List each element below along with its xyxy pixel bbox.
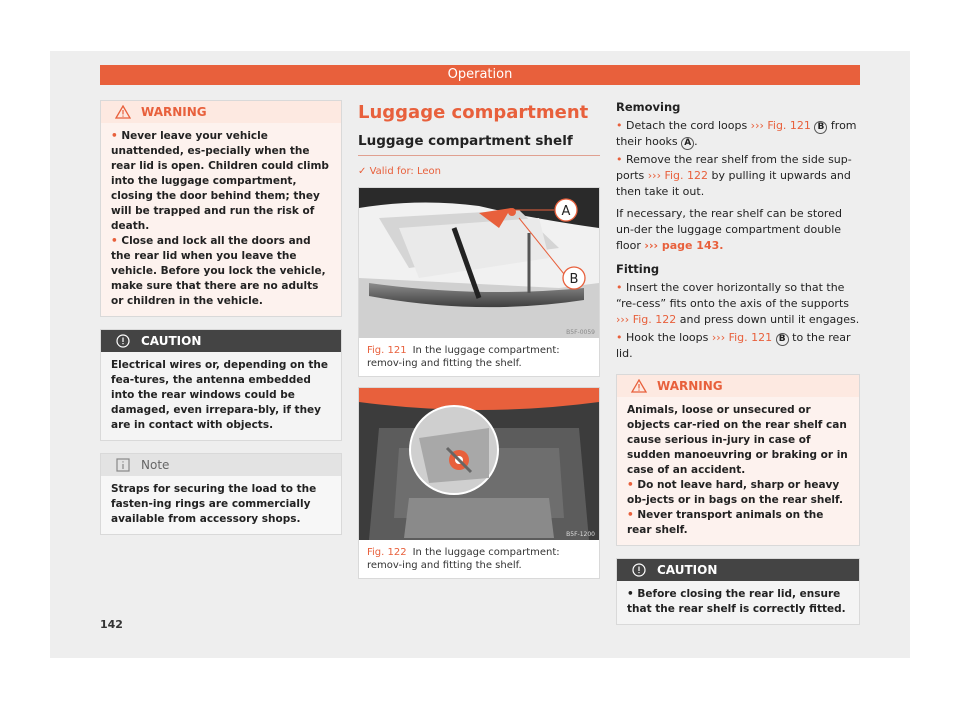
figure-caption: Fig. 122 In the luggage compartment: remov-ing and fitting the shelf.: [367, 547, 560, 571]
caution-circle-icon: [631, 563, 647, 577]
warning-triangle-icon: [115, 105, 131, 119]
warning-box: [616, 374, 860, 546]
caution-box: [100, 329, 342, 441]
caution-box: [616, 558, 860, 625]
marker-b: B: [776, 333, 789, 346]
caution-title: CAUTION: [657, 563, 718, 577]
caution-text: Electrical wires or, depending on the fea-tures, the antenna embedded into the rear windows could be damaged, even irrepara-bly, if they are in contact with objects.: [101, 352, 341, 440]
right-column: [616, 100, 860, 637]
warning-box: [100, 100, 342, 317]
warning-item: • Never transport animals on the rear shelf.: [627, 509, 824, 536]
figure-121-image: [359, 188, 599, 338]
subsection-title: Luggage compartment shelf: [358, 133, 600, 156]
warning-item: • Close and lock all the doors and the rear lid when you leave the vehicle. Before you lock the vehicle, make sure that there are no adults or children in the vehicle.: [111, 235, 326, 307]
fitting-heading: Fitting: [616, 262, 660, 276]
note-title: Note: [141, 458, 170, 472]
caution-title: CAUTION: [141, 334, 202, 348]
info-icon: [115, 458, 131, 472]
step: • Hook the loops ››› Fig. 121 B to the rear lid.: [616, 331, 851, 360]
fig-link[interactable]: ››› Fig. 122: [647, 169, 709, 182]
shelf-support-illustration: [359, 388, 599, 540]
left-column: [100, 100, 342, 547]
warning-title: WARNING: [141, 105, 207, 119]
figure-label: Fig. 122: [367, 547, 407, 558]
caution-header: [617, 559, 859, 581]
paragraph: If necessary, the rear shelf can be stored un-der the luggage compartment double floor ››› page 143.: [616, 207, 842, 252]
warning-title: WARNING: [657, 379, 723, 393]
section-title: Luggage compartment: [358, 102, 589, 123]
marker-a: A: [561, 204, 571, 219]
caution-item: • Before closing the rear lid, ensure that the rear shelf is correctly fitted.: [627, 588, 846, 615]
check-icon: ✓: [358, 166, 367, 177]
validity-note: ✓ Valid for: Leon: [358, 166, 441, 177]
warning-header: [617, 375, 859, 397]
page-link[interactable]: ››› page 143.: [644, 239, 724, 252]
figure-caption: Fig. 121 In the luggage compartment: remov-ing and fitting the shelf.: [367, 345, 560, 369]
step: • Insert the cover horizontally so that the “re-cess” fits onto the axis of the supports ››› Fig. 122 and press down until it engages.: [616, 281, 860, 326]
figure-122-image: [359, 388, 599, 540]
fig-link[interactable]: ››› Fig. 122: [616, 313, 677, 326]
removing-heading: Removing: [616, 100, 681, 114]
warning-header: [101, 101, 341, 123]
rear-lid-illustration: [359, 188, 599, 338]
note-text: Straps for securing the load to the fasten-ing rings are commercially available from accessory shops.: [101, 476, 341, 534]
warning-item: • Do not leave hard, sharp or heavy ob-jects or in bags on the rear shelf.: [627, 479, 844, 506]
caution-circle-icon: [115, 334, 131, 348]
step: • Remove the rear shelf from the side sup-ports ››› Fig. 122 by pulling it upwards and then take it out.: [616, 153, 852, 198]
marker-b: B: [569, 272, 579, 287]
page-number: 142: [100, 618, 123, 631]
figure-code: B5F-0059: [566, 329, 595, 336]
warning-text: Animals, loose or unsecured or objects car-ried on the rear shelf can cause serious in-jury in case of sudden manoeuvring or braking or in case of an accident.: [627, 404, 848, 476]
page-header: Operation: [100, 65, 860, 85]
middle-column: [358, 100, 600, 579]
figure-122: [358, 387, 600, 579]
figure-code: B5F-1200: [566, 531, 595, 538]
note-header: [101, 454, 341, 476]
warning-item: • Never leave your vehicle unattended, es-pecially when the rear lid is open. Children could climb into the luggage compartment, closing the door behind them; they will be trapped and run the risk of death.: [111, 130, 329, 232]
marker-a: A: [681, 137, 694, 150]
figure-121: [358, 187, 600, 377]
fig-link[interactable]: ››› Fig. 121: [711, 331, 773, 344]
fig-link[interactable]: ››› Fig. 121: [750, 119, 811, 132]
note-box: [100, 453, 342, 535]
warning-triangle-icon: [631, 379, 647, 393]
marker-b: B: [814, 121, 827, 134]
step: • Detach the cord loops ››› Fig. 121 B from their hooks A .: [616, 119, 857, 148]
figure-label: Fig. 121: [367, 345, 407, 356]
caution-header: [101, 330, 341, 352]
